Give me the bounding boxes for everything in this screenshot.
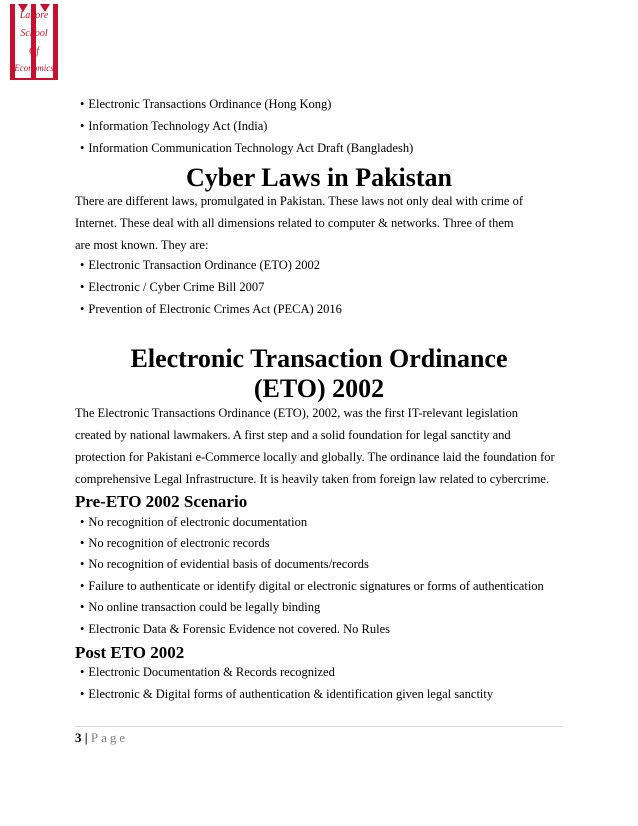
subheading-post-eto: Post ETO 2002: [75, 643, 185, 662]
list-item: • No recognition of evidential basis of documents/records: [80, 556, 369, 572]
school-logo: [10, 4, 58, 80]
list-item: • Prevention of Electronic Crimes Act (PECA) 2016: [80, 301, 342, 317]
section-title-cyber-laws: Cyber Laws in Pakistan: [185, 163, 453, 192]
page-footer: [75, 730, 128, 746]
footer-divider: [75, 726, 563, 727]
logo-baseline: [10, 78, 58, 80]
title-line: (ETO) 2002: [253, 374, 385, 403]
list-item: • Electronic Transactions Ordinance (Hong Kong): [80, 96, 331, 112]
list-item: • No recognition of electronic documentation: [80, 514, 307, 530]
list-item: • Electronic & Digital forms of authentication & identification given legal sanctity: [80, 686, 493, 702]
list-item: • No recognition of electronic records: [80, 535, 270, 551]
paragraph-line: protection for Pakistani e-Commerce locally and globally. The ordinance laid the foundation for: [75, 450, 555, 464]
paragraph-line: are most known. They are:: [75, 238, 209, 252]
title-line: Electronic Transaction Ordinance: [130, 344, 508, 373]
list-item: • Electronic Data & Forensic Evidence not covered. No Rules: [80, 621, 390, 637]
paragraph-line: Internet. These deal with all dimensions related to computer & networks. Three of them: [75, 216, 514, 230]
paragraph-line: The Electronic Transactions Ordinance (ETO), 2002, was the first IT-relevant legislation: [75, 406, 518, 420]
cyber-laws-paragraph: [75, 190, 575, 256]
list-item: • Electronic Documentation & Records recognized: [80, 664, 335, 680]
paragraph-line: created by national lawmakers. A first step and a solid foundation for legal sanctity and: [75, 428, 511, 442]
section-title-eto: [0, 344, 638, 404]
list-item: • Electronic Transaction Ordinance (ETO) 2002: [80, 257, 320, 273]
page-label: Page: [90, 730, 129, 745]
list-item: • Information Communication Technology Act Draft (Bangladesh): [80, 140, 413, 156]
logo-text-line: Economics: [14, 63, 54, 73]
subheading-pre-eto: Pre-ETO 2002 Scenario: [75, 492, 248, 511]
list-item: • No online transaction could be legally binding: [80, 599, 320, 615]
paragraph-line: comprehensive Legal Infrastructure. It is heavily taken from foreign law related to cybercrime.: [75, 472, 550, 486]
logo-text-line: School: [20, 28, 48, 39]
list-item: • Information Technology Act (India): [80, 118, 267, 134]
list-item: • Electronic / Cyber Crime Bill 2007: [80, 279, 264, 295]
logo-text-line: Of: [29, 46, 39, 57]
logo-text-line: Lahore: [19, 10, 49, 21]
list-item: • Failure to authenticate or identify digital or electronic signatures or forms of authentication: [80, 578, 544, 594]
footer-separator: |: [84, 730, 88, 745]
eto-paragraph: [75, 402, 575, 490]
paragraph-line: There are different laws, promulgated in Pakistan. These laws not only deal with crime of: [75, 194, 524, 208]
page-number: 3: [75, 730, 82, 745]
